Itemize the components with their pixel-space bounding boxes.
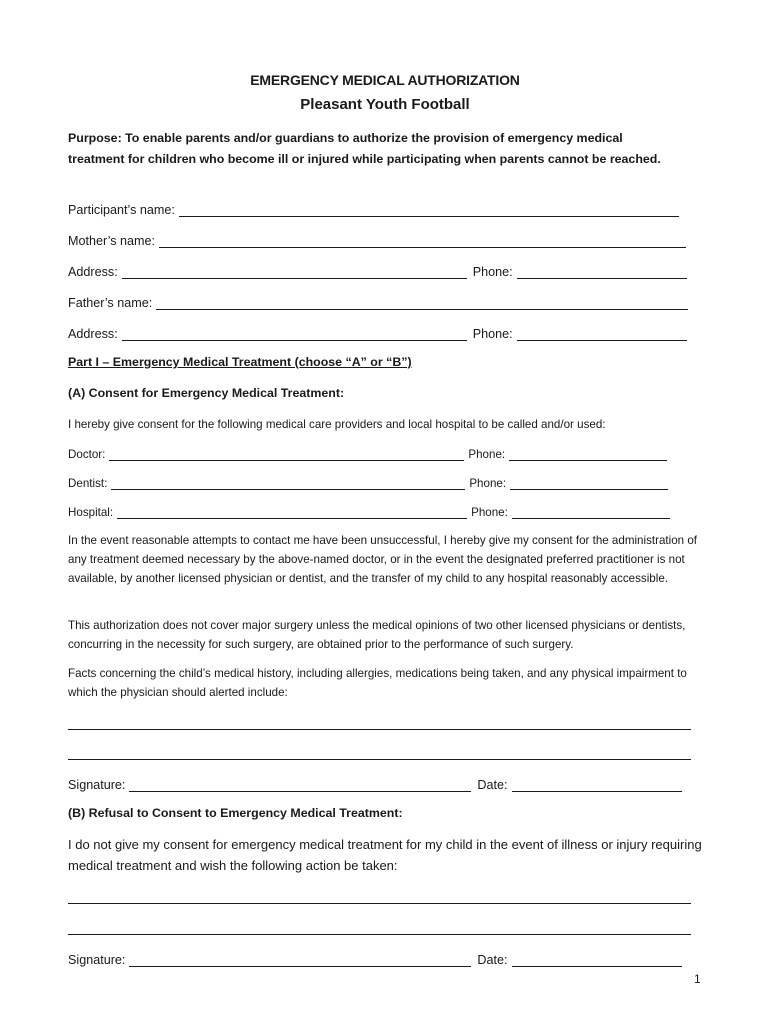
father-name-label: Father’s name: — [68, 296, 153, 310]
participant-name-field[interactable] — [179, 202, 679, 217]
form-title: EMERGENCY MEDICAL AUTHORIZATION — [250, 72, 520, 88]
refusal-heading: (B) Refusal to Consent to Emergency Medical Treatment: — [68, 806, 403, 820]
dentist-field[interactable] — [111, 475, 465, 490]
phone-label: Phone: — [469, 477, 507, 490]
mother-name-row — [68, 230, 686, 248]
father-name-field[interactable] — [156, 295, 688, 310]
hospital-phone-field[interactable] — [512, 504, 670, 519]
father-phone-field[interactable] — [517, 326, 687, 341]
page-number: 1 — [694, 972, 701, 986]
date-label: Date: — [477, 953, 508, 967]
date-label: Date: — [477, 778, 508, 792]
father-address-row — [68, 323, 687, 341]
hospital-row — [68, 501, 670, 519]
father-name-row — [68, 292, 688, 310]
signature-label: Signature: — [68, 953, 126, 967]
phone-label: Phone: — [468, 448, 506, 461]
consent-heading: (A) Consent for Emergency Medical Treatment: — [68, 386, 345, 400]
dentist-phone-field[interactable] — [510, 475, 668, 490]
phone-label: Phone: — [472, 265, 513, 279]
refusal-signature-row — [68, 949, 682, 967]
mother-address-field[interactable] — [122, 264, 467, 279]
mother-name-label: Mother’s name: — [68, 234, 156, 248]
dentist-label: Dentist: — [68, 477, 108, 490]
address-label: Address: — [68, 265, 118, 279]
refusal-action-line-2[interactable] — [68, 934, 691, 935]
part1-heading: Part I – Emergency Medical Treatment (choose “A” or “B”) — [68, 355, 412, 369]
father-address-field[interactable] — [122, 326, 467, 341]
doctor-field[interactable] — [109, 446, 464, 461]
participant-name-label: Participant’s name: — [68, 203, 175, 217]
doctor-phone-field[interactable] — [509, 446, 667, 461]
refusal-paragraph: I do not give my consent for emergency medical treatment for my child in the event of illness or injury requiring medical treatment and wish the following action be taken: — [68, 837, 702, 873]
mother-phone-field[interactable] — [517, 264, 687, 279]
organization-name: Pleasant Youth Football — [300, 96, 470, 113]
dentist-row — [68, 472, 668, 490]
refusal-date-field[interactable] — [512, 952, 682, 967]
surgery-paragraph: This authorization does not cover major surgery unless the medical opinions of two other licensed physicians or dentists, concurring in the necessity for such surgery, are obtained prior to the performance of such surgery. — [68, 619, 686, 651]
medical-history-line-2[interactable] — [68, 759, 691, 760]
hospital-field[interactable] — [117, 504, 467, 519]
hospital-label: Hospital: — [68, 506, 114, 519]
consent-intro: I hereby give consent for the following medical care providers and local hospital to be called and/or used: — [68, 418, 606, 431]
refusal-signature-field[interactable] — [129, 952, 471, 967]
doctor-label: Doctor: — [68, 448, 106, 461]
phone-label: Phone: — [471, 506, 508, 519]
medical-history-paragraph: Facts concerning the child’s medical history, including allergies, medications being taken, and any physical impairment to which the physician should alerted include: — [68, 667, 687, 699]
consent-paragraph: In the event reasonable attempts to contact me have been unsuccessful, I hereby give my consent for the administration of any treatment deemed necessary by the above-named doctor, or in the event the designated preferred practitioner is not available, by another licensed physician or dentist, and the transfer of my child to any hospital reasonably accessible. — [68, 534, 697, 585]
signature-label: Signature: — [68, 778, 126, 792]
consent-signature-row — [68, 774, 682, 792]
consent-signature-field[interactable] — [129, 777, 471, 792]
medical-history-line-1[interactable] — [68, 729, 691, 730]
purpose-statement: Purpose: To enable parents and/or guardians to authorize the provision of emergency medical treatment for children who become ill or injured while participating when parents cannot be reached. — [68, 131, 661, 166]
phone-label: Phone: — [472, 327, 513, 341]
mother-name-field[interactable] — [159, 233, 686, 248]
refusal-action-line-1[interactable] — [68, 903, 691, 904]
consent-date-field[interactable] — [512, 777, 682, 792]
doctor-row — [68, 443, 667, 461]
address-label: Address: — [68, 327, 118, 341]
participant-name-row — [68, 199, 679, 217]
mother-address-row — [68, 261, 687, 279]
